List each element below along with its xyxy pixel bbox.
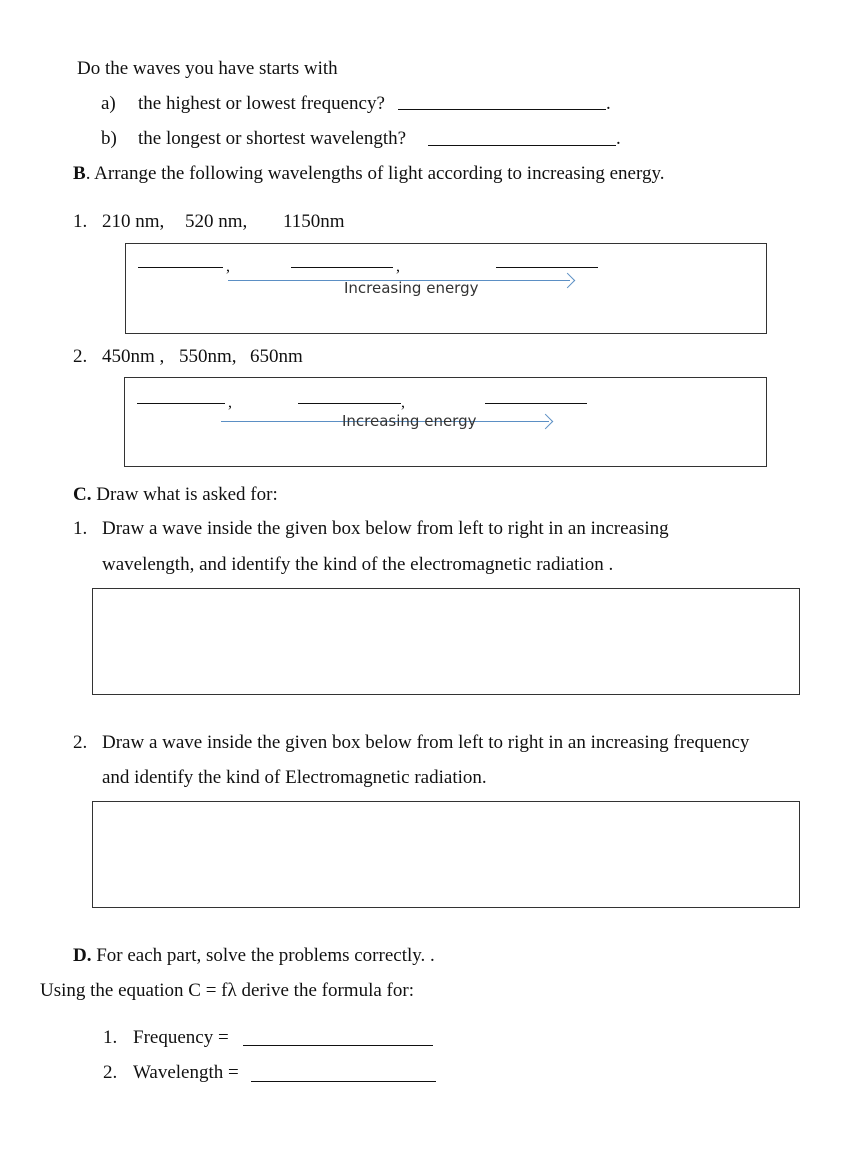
c-item-2-number: 2.: [73, 732, 88, 753]
c-item-1-line-2: wavelength, and identify the kind of the electromagnetic radiation .: [102, 554, 614, 575]
section-d-heading: D. For each part, solve the problems correctly. .: [73, 945, 435, 966]
frequency-answer-blank[interactable]: [243, 1045, 433, 1046]
answer-blank[interactable]: [137, 403, 225, 404]
equation-line: Using the equation C = fλ derive the formula for:: [40, 980, 414, 1001]
period: .: [616, 128, 621, 149]
b-item-1-number: 1.: [73, 211, 88, 232]
answer-blank[interactable]: [496, 267, 598, 268]
drawing-box-2[interactable]: [92, 801, 800, 908]
b-item-2-value-3: 650nm: [250, 346, 303, 367]
answer-blank[interactable]: [138, 267, 223, 268]
answer-blank-b[interactable]: [428, 145, 616, 146]
intro-a-label: a): [101, 93, 116, 114]
increasing-energy-label: Increasing energy: [342, 412, 477, 430]
comma: ,: [226, 258, 230, 275]
answer-blank[interactable]: [485, 403, 587, 404]
comma: ,: [396, 258, 400, 275]
d-item-2-number: 2.: [103, 1062, 118, 1083]
b-item-2-value-1: 450nm ,: [102, 346, 165, 367]
b-item-2-value-2: 550nm,: [179, 346, 237, 367]
arrange-box-1[interactable]: [125, 243, 767, 334]
answer-blank[interactable]: [291, 267, 393, 268]
arrange-box-2[interactable]: [124, 377, 767, 467]
b-item-1-value-2: 520 nm,: [185, 211, 248, 232]
wavelength-answer-blank[interactable]: [251, 1081, 436, 1082]
comma: ,: [401, 394, 405, 411]
intro-b-label: b): [101, 128, 117, 149]
period: .: [606, 93, 611, 114]
c-item-1-number: 1.: [73, 518, 88, 539]
d-item-2-label: Wavelength =: [133, 1062, 239, 1083]
intro-a-text: the highest or lowest frequency?: [138, 93, 385, 114]
increasing-energy-label: Increasing energy: [344, 279, 479, 297]
drawing-box-1[interactable]: [92, 588, 800, 695]
intro-question: Do the waves you have starts with: [77, 58, 338, 79]
c-item-2-line-2: and identify the kind of Electromagnetic radiation.: [102, 767, 487, 788]
answer-blank-a[interactable]: [398, 109, 606, 110]
d-item-1-label: Frequency =: [133, 1027, 229, 1048]
b-item-2-number: 2.: [73, 346, 88, 367]
intro-b-text: the longest or shortest wavelength?: [138, 128, 407, 149]
answer-blank[interactable]: [298, 403, 401, 404]
b-item-1-value-3: 1150nm: [283, 211, 345, 232]
b-item-1-value-1: 210 nm,: [102, 211, 165, 232]
d-item-1-number: 1.: [103, 1027, 118, 1048]
arrow-head-icon: [538, 414, 554, 430]
c-item-1-line-1: Draw a wave inside the given box below from left to right in an increasing: [102, 518, 669, 539]
comma: ,: [228, 394, 232, 411]
section-c-heading: C. Draw what is asked for:: [73, 484, 278, 505]
section-b-heading: B. Arrange the following wavelengths of light according to increasing energy.: [73, 163, 665, 184]
arrow-head-icon: [560, 273, 576, 289]
c-item-2-line-1: Draw a wave inside the given box below from left to right in an increasing frequency: [102, 732, 750, 753]
